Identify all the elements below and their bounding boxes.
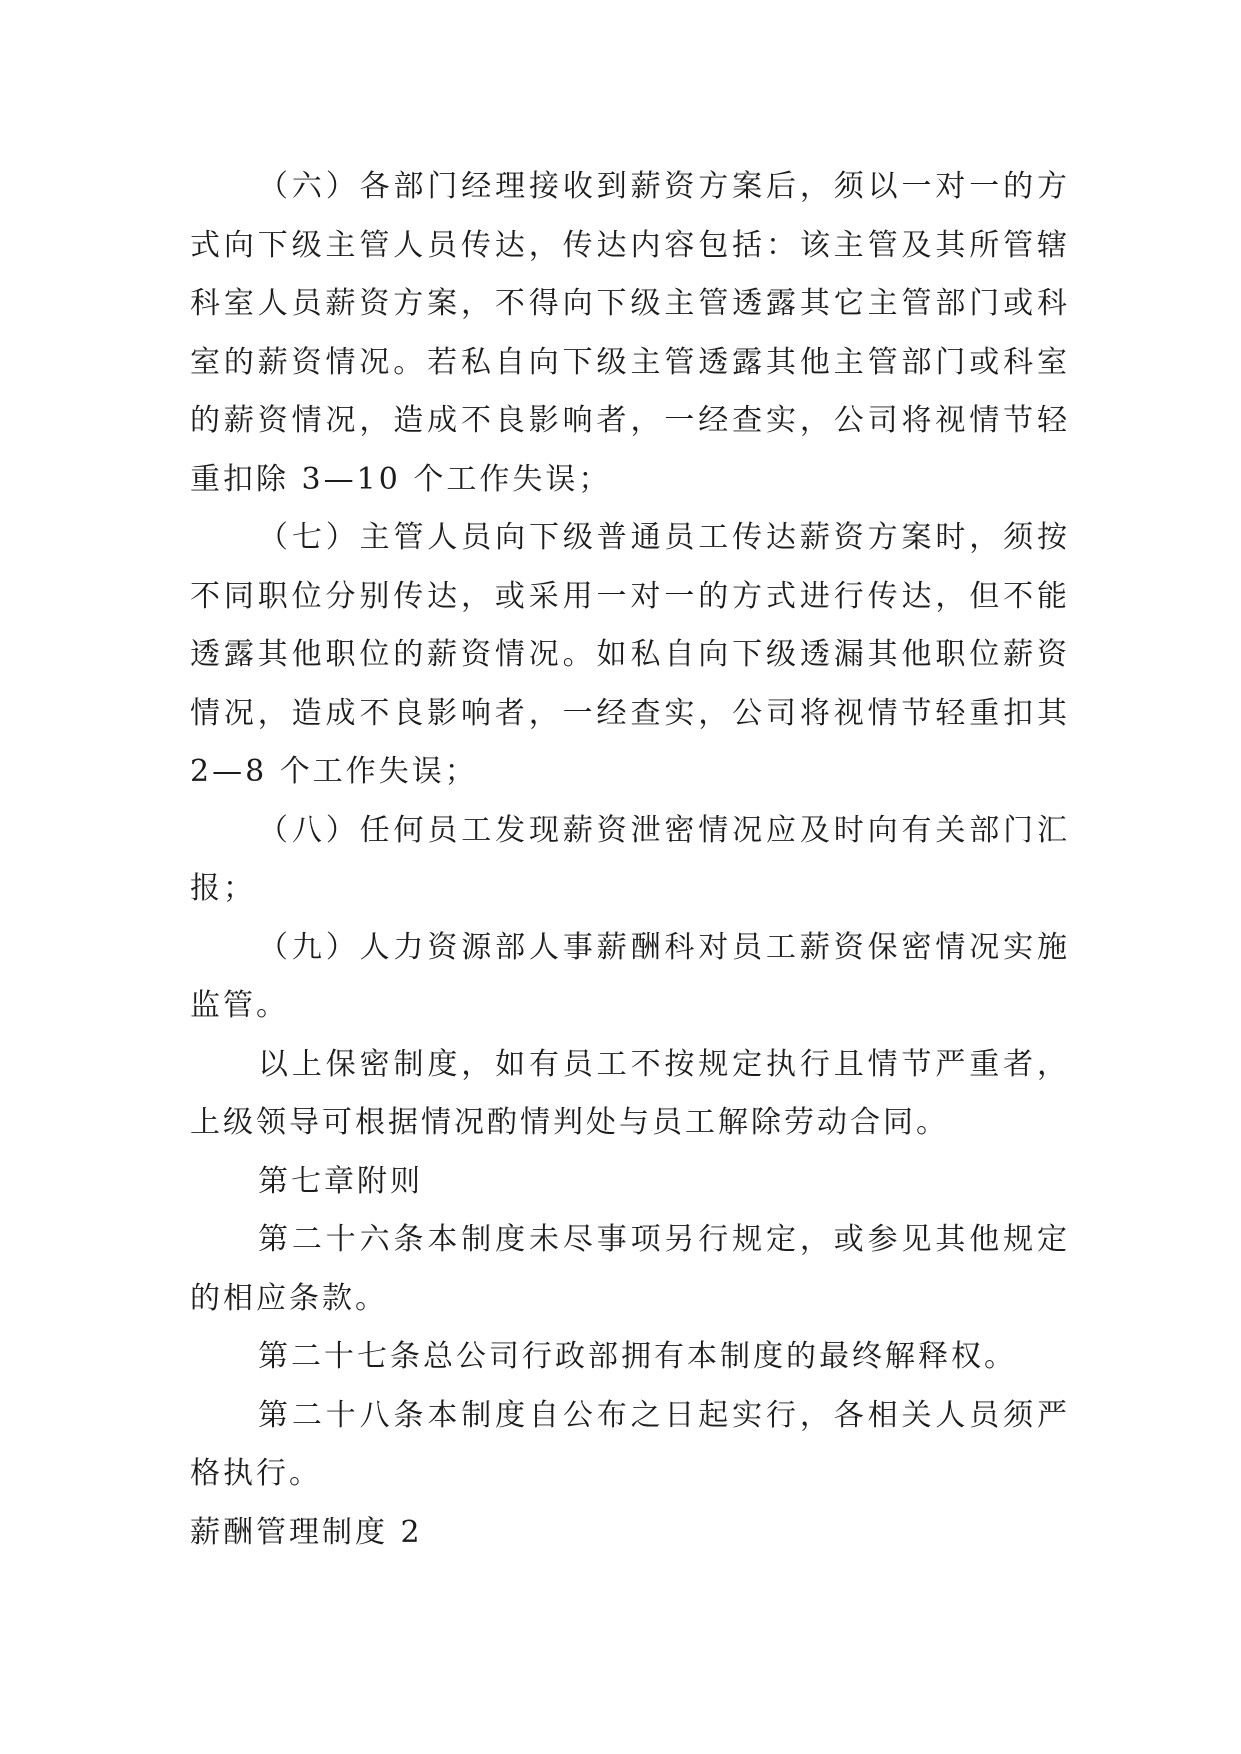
paragraph-article-26: 第二十六条本制度未尽事项另行规定，或参见其他规定的相应条款。 (190, 1222, 1070, 1316)
paragraph-article-27: 第二十七条总公司行政部拥有本制度的最终解释权。 (258, 1339, 1017, 1374)
section-heading: 薪酬管理制度 2 (190, 1514, 423, 1550)
paragraph-item-7: （七）主管人员向下级普通员工传达薪资方案时，须按不同职位分别传达，或采用一对一的方式进行传达，但不能透露其他职位的薪资情况。如私自向下级透漏其他职位薪资情况，造成不良影响者，一经查实，公司将视情节轻重扣其 2—8 个工作失误； (190, 520, 1070, 789)
paragraph-item-8: （八）任何员工发现薪资泄密情况应及时向有关部门汇报； (190, 812, 1070, 906)
paragraph-article-28: 第二十八条本制度自公布之日起实行，各相关人员须严格执行。 (190, 1397, 1070, 1491)
chapter-heading: 第七章附则 (258, 1163, 423, 1199)
paragraph-item-6: （六）各部门经理接收到薪资方案后，须以一对一的方式向下级主管人员传达，传达内容包括：该主管及其所管辖科室人员薪资方案，不得向下级主管透露其它主管部门或科室的薪资情况。若私自向下级主管透露其他主管部门或科室的薪资情况，造成不良影响者，一经查实，公司将视情节轻重扣除 3—10 个工作失误； (190, 169, 1070, 497)
paragraph-confidentiality-summary: 以上保密制度，如有员工不按规定执行且情节严重者，上级领导可根据情况酌情判处与员工解除劳动合同。 (190, 1046, 1070, 1140)
document-body (190, 158, 1070, 1562)
paragraph-item-9: （九）人力资源部人事薪酬科对员工薪资保密情况实施监管。 (190, 929, 1070, 1023)
